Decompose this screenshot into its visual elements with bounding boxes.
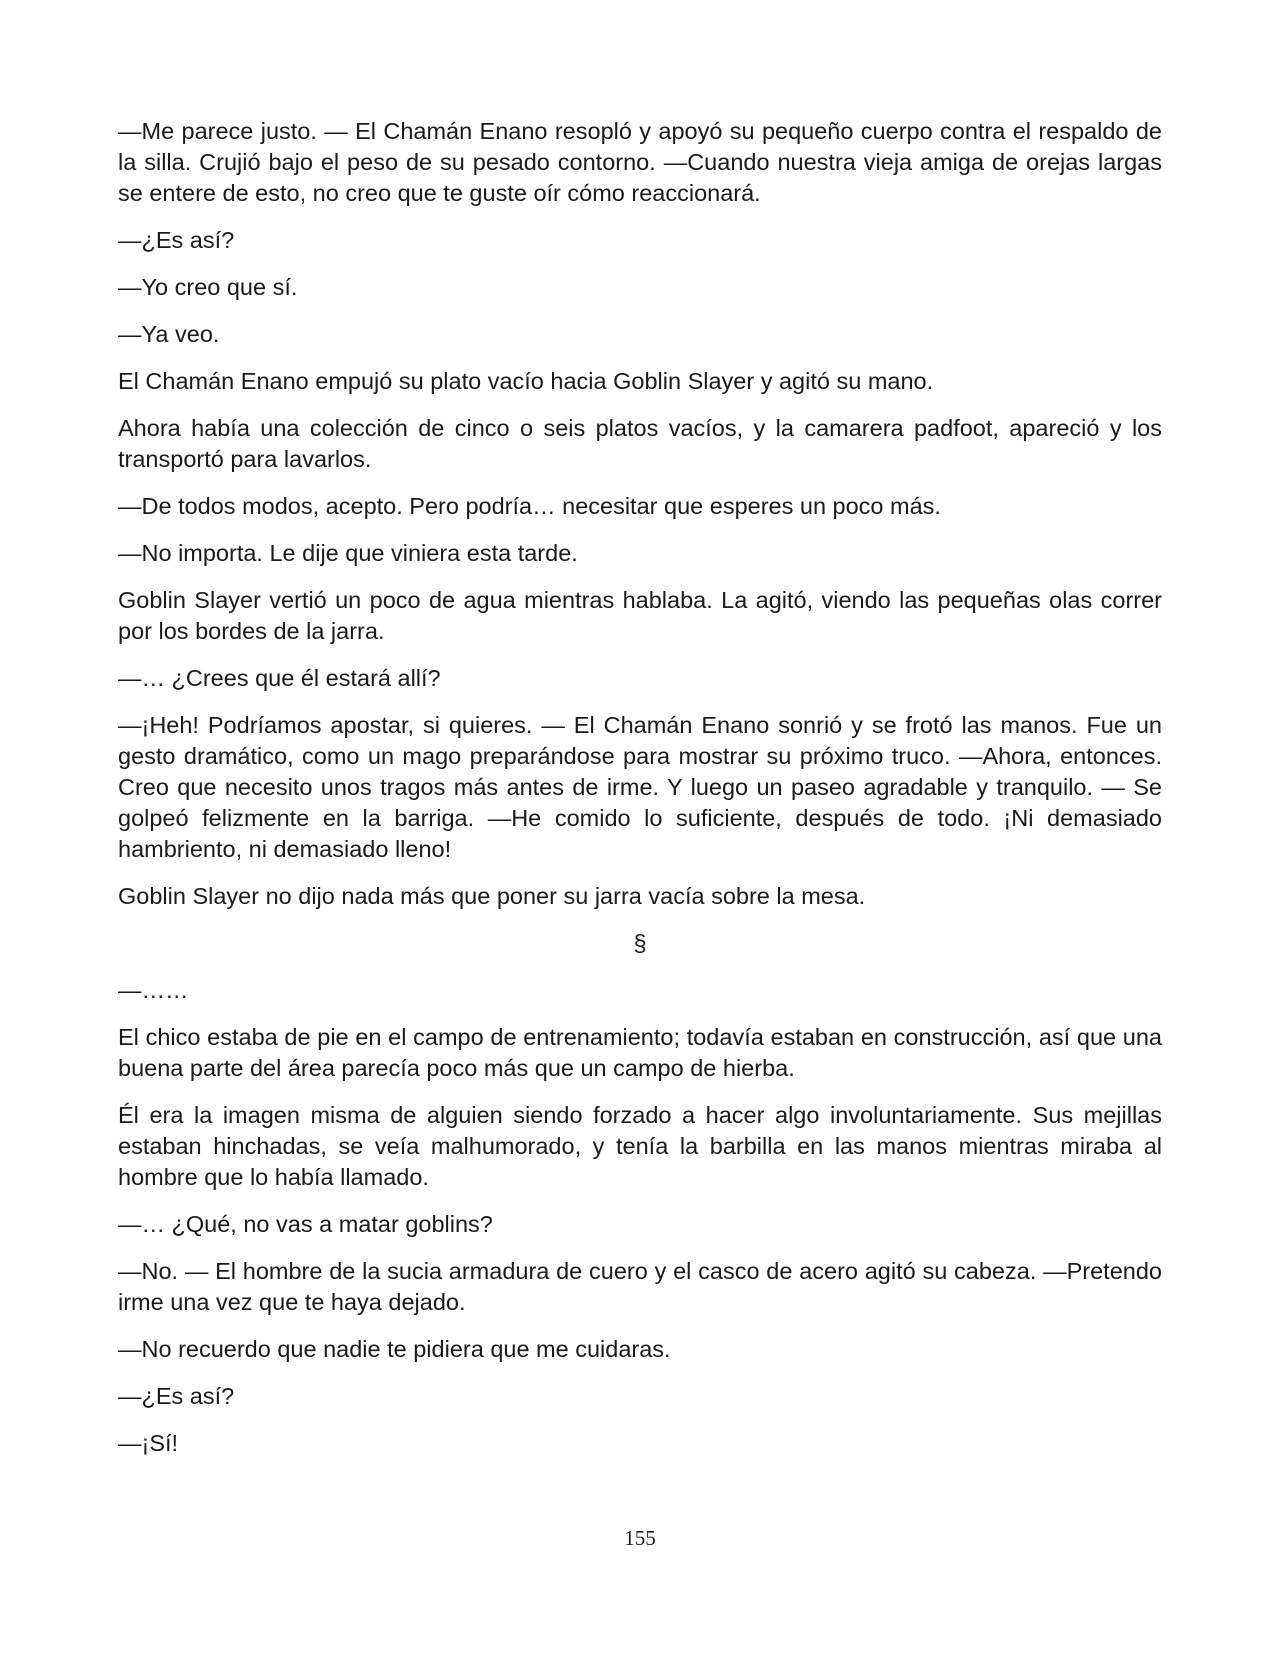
paragraph: —Me parece justo. — El Chamán Enano resopló y apoyó su pequeño cuerpo contra el respaldo de la silla. Crujió bajo el peso de su pesado contorno. —Cuando nuestra vieja amiga de orejas largas se entere de esto, no creo que te guste oír cómo reaccionará. xyxy=(118,118,1162,206)
paragraph: Ahora había una colección de cinco o seis platos vacíos, y la camarera padfoot, apareció y los transportó para lavarlos. xyxy=(118,415,1162,472)
paragraph: Goblin Slayer vertió un poco de agua mientras hablaba. La agitó, viendo las pequeñas olas correr por los bordes de la jarra. xyxy=(118,587,1162,644)
paragraph: El chico estaba de pie en el campo de entrenamiento; todavía estaban en construcción, así que una buena parte del área parecía poco más que un campo de hierba. xyxy=(118,1024,1162,1081)
paragraph: —…… xyxy=(118,977,189,1003)
page-number: 155 xyxy=(624,1526,656,1550)
paragraph: —De todos modos, acepto. Pero podría… necesitar que esperes un poco más. xyxy=(118,493,941,519)
paragraph: —No recuerdo que nadie te pidiera que me cuidaras. xyxy=(118,1336,671,1362)
paragraph: Él era la imagen misma de alguien siendo forzado a hacer algo involuntariamente. Sus mejillas estaban hinchadas, se veía malhumorado, y tenía la barbilla en las manos mientras miraba al hombre que lo había llamado. xyxy=(118,1102,1162,1190)
paragraph: —Yo creo que sí. xyxy=(118,274,298,300)
paragraph: —… ¿Crees que él estará allí? xyxy=(118,665,441,691)
paragraph: —No importa. Le dije que viniera esta tarde. xyxy=(118,540,578,566)
page-body xyxy=(118,116,1162,1475)
paragraph: —… ¿Qué, no vas a matar goblins? xyxy=(118,1211,493,1237)
paragraph: —¡Heh! Podríamos apostar, si quieres. — El Chamán Enano sonrió y se frotó las manos. Fue un gesto dramático, como un mago preparándose para mostrar su próximo truco. —Ahora, entonces. Creo que necesito unos tragos más antes de irme. Y luego un paseo agradable y tranquilo. — Se golpeó felizmente en la barriga. —He comido lo suficiente, después de todo. ¡Ni demasiado hambriento, ni demasiado lleno! xyxy=(118,712,1162,862)
section-break-mark: § xyxy=(633,930,647,956)
paragraph: —Ya veo. xyxy=(118,321,220,347)
paragraph: —¿Es así? xyxy=(118,227,235,253)
paragraph: —¿Es así? xyxy=(118,1383,235,1409)
paragraph: El Chamán Enano empujó su plato vacío hacia Goblin Slayer y agitó su mano. xyxy=(118,368,934,394)
paragraph: —No. — El hombre de la sucia armadura de cuero y el casco de acero agitó su cabeza. —Pretendo irme una vez que te haya dejado. xyxy=(118,1258,1162,1315)
paragraph: Goblin Slayer no dijo nada más que poner su jarra vacía sobre la mesa. xyxy=(118,883,866,909)
paragraph: —¡Sí! xyxy=(118,1430,179,1456)
